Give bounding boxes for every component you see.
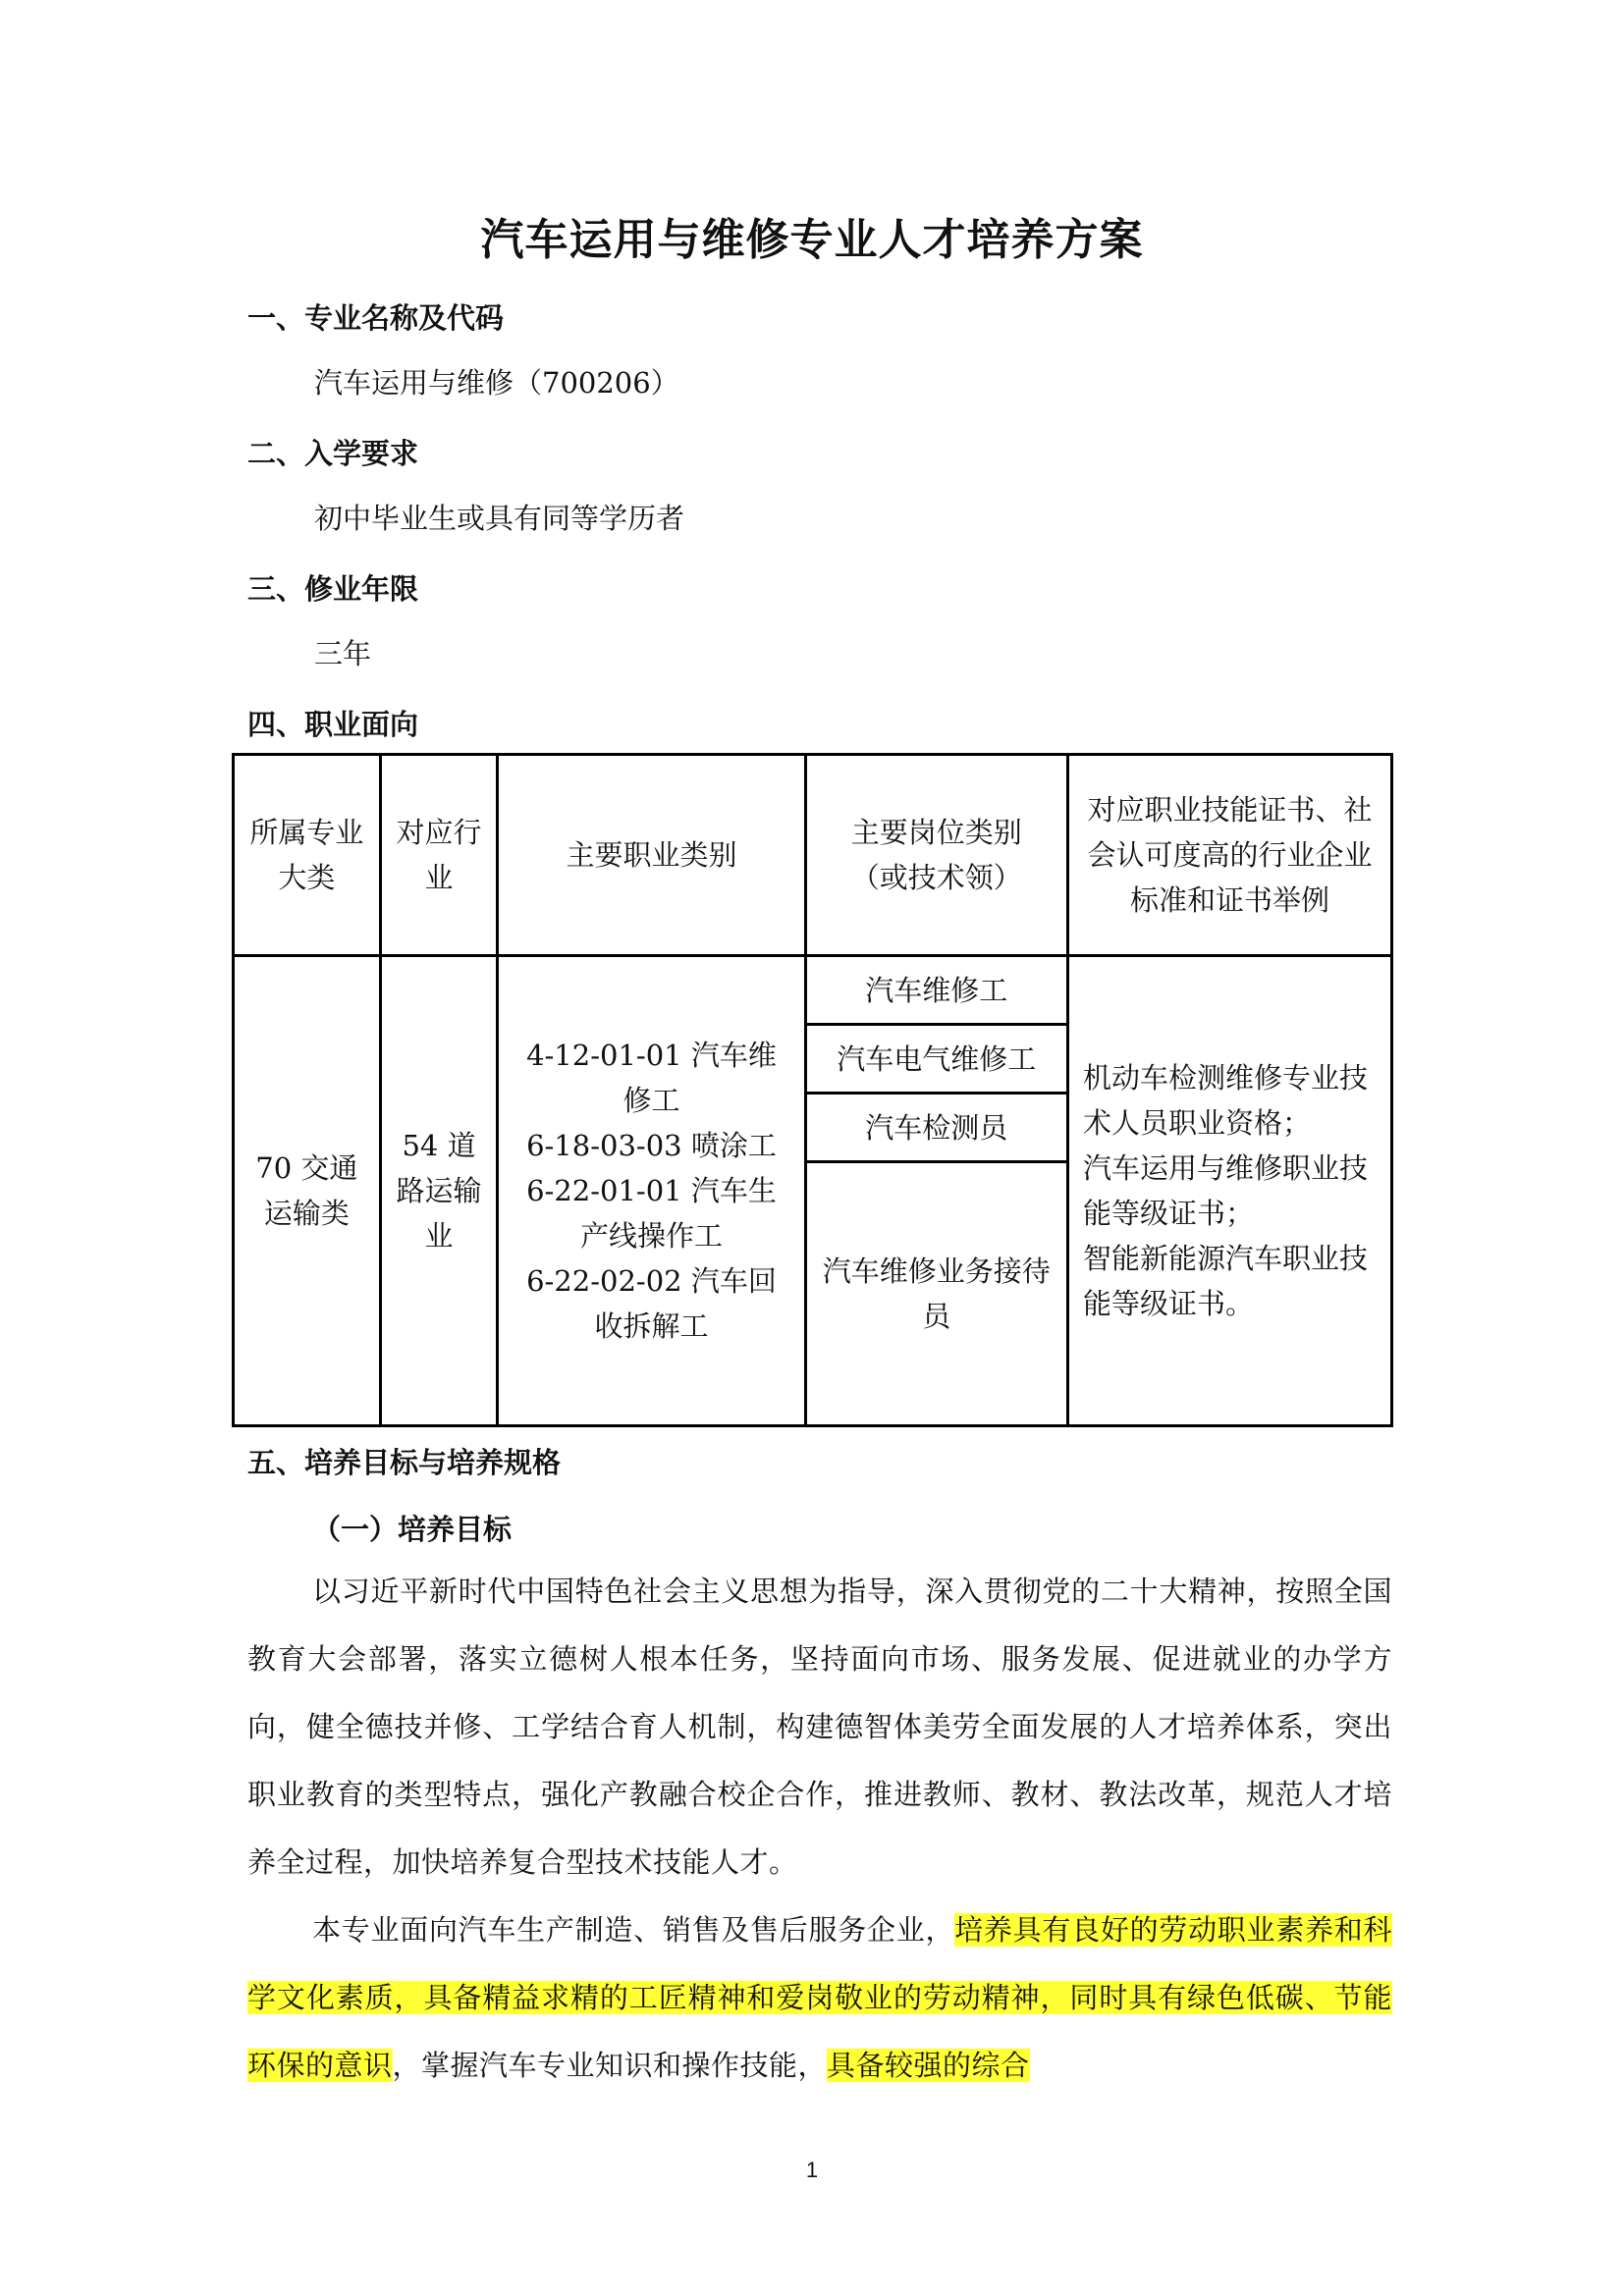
header-industry: 对应行业 [380, 755, 498, 956]
table-header-row [234, 755, 1392, 956]
para2-text: ，掌握汽车专业知识和操作技能， [392, 2049, 828, 2082]
document-title: 汽车运用与维修专业人才培养方案 [480, 215, 1144, 265]
position-item: 汽车电气维修工 [807, 1026, 1066, 1095]
occupation-item: 6-18-03-03 喷涂工 [526, 1129, 777, 1162]
header-certificates: 对应职业技能证书、社会认可度高的行业企业标准和证书举例 [1067, 755, 1391, 956]
position-item: 汽车检测员 [807, 1095, 1066, 1163]
training-goal-paragraph-2 [247, 1896, 1392, 2100]
section-2-heading: 二、入学要求 [247, 437, 419, 470]
para2-highlight: 具备较强的综合 [827, 2049, 1030, 2082]
section-1-body: 汽车运用与维修（700206） [314, 366, 679, 400]
certificate-item: 机动车检测维修专业技术人员职业资格； [1082, 1061, 1368, 1140]
section-1-heading: 一、专业名称及代码 [247, 301, 505, 335]
section-5-sub1-heading: （一）培养目标 [312, 1513, 513, 1546]
position-item: 汽车维修工 [807, 957, 1066, 1026]
career-table [232, 753, 1393, 1427]
section-2-body: 初中毕业生或具有同等学历者 [314, 502, 685, 535]
training-goal-paragraph-1: 以习近平新时代中国特色社会主义思想为指导，深入贯彻党的二十大精神，按照全国教育大会部署，落实立德树人根本任务，坚持面向市场、服务发展、促进就业的办学方向，健全德技并修、工学结合育人机制，构建德智体美劳全面发展的人才培养体系，突出职业教育的类型特点，强化产教融合校企合作，推进教师、教材、教法改革，规范人才培养全过程，加快培养复合型技术技能人才。 [247, 1575, 1392, 1879]
certificate-item: 汽车运用与维修职业技能等级证书； [1082, 1151, 1368, 1230]
section-3-body: 三年 [314, 637, 372, 670]
occupation-item: 6-22-02-02 汽车回收拆解工 [526, 1264, 777, 1343]
cell-industry: 54 道路运输业 [380, 956, 498, 1426]
position-item: 汽车维修业务接待员 [822, 1255, 1051, 1333]
section-3-heading: 三、修业年限 [247, 572, 419, 606]
certificate-item: 智能新能源汽车职业技能等级证书。 [1082, 1242, 1368, 1320]
section-4-heading: 四、职业面向 [247, 708, 419, 741]
cell-major-category: 70 交通运输类 [234, 956, 381, 1426]
occupation-item: 4-12-01-01 汽车维修工 [526, 1039, 777, 1117]
header-occupations: 主要职业类别 [498, 755, 805, 956]
para2-highlight: 培养具有良好的劳动职业素养和科学文化素质，具备精益求精的工匠精神和爱岗敬业的劳动精神，同时具有绿色低碳、节能环保的意识 [247, 1913, 1392, 2082]
cell-positions [805, 956, 1067, 1426]
page-number: 1 [805, 2158, 819, 2182]
header-positions: 主要岗位类别（或技术领） [805, 755, 1067, 956]
cell-occupations [498, 956, 805, 1426]
para2-text: 本专业面向汽车生产制造、销售及售后服务企业， [312, 1913, 955, 1947]
header-major-category: 所属专业大类 [234, 755, 381, 956]
cell-certificates [1067, 956, 1391, 1426]
occupation-item: 6-22-01-01 汽车生产线操作工 [526, 1174, 777, 1253]
section-5-heading: 五、培养目标与培养规格 [247, 1446, 562, 1479]
table-row [234, 956, 1392, 1426]
